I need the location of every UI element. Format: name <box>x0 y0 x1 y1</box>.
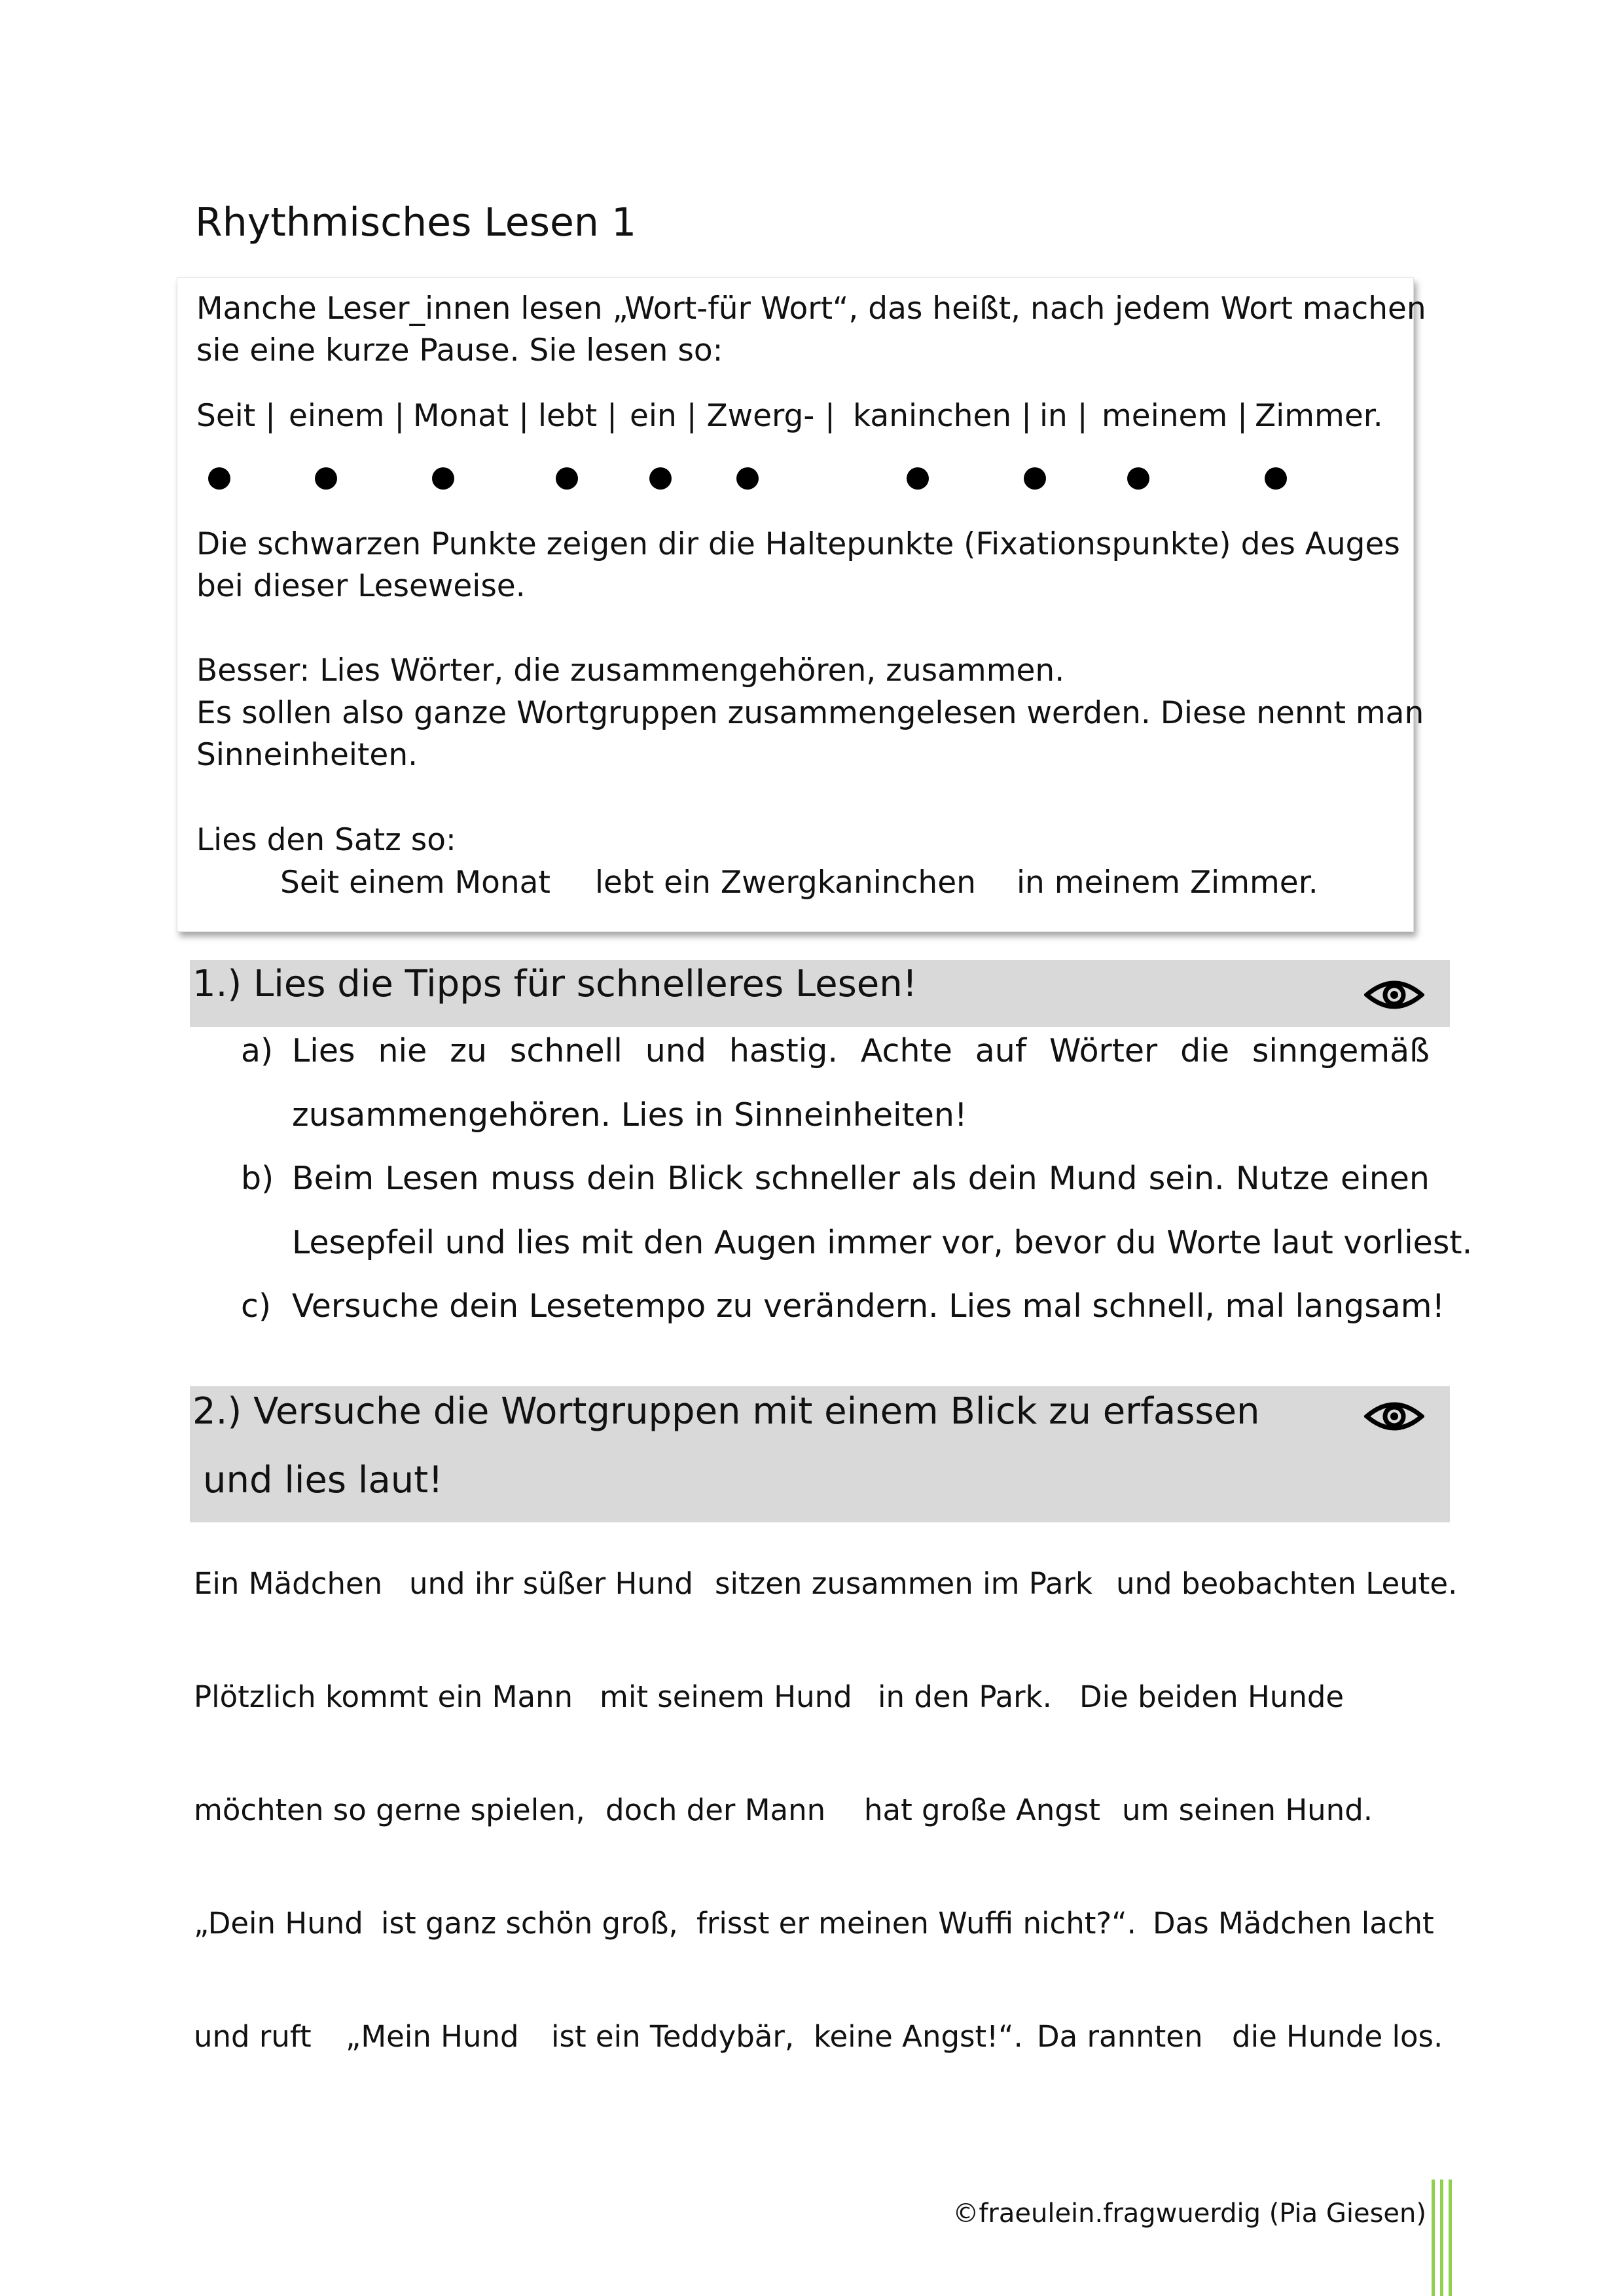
better-line-1: Besser: Lies Wörter, die zusammengehören, zusammen. <box>196 653 1065 689</box>
tip-b-line-2: Lesepfeil und lies mit den Augen immer vor, bevor du Worte laut vorliest. <box>292 1224 1473 1261</box>
phrase-3: in meinem Zimmer. <box>1017 865 1318 901</box>
reading-phrase: Da rannten <box>1037 2019 1203 2054</box>
intro-line-2: sie eine kurze Pause. Sie lesen so: <box>196 332 723 368</box>
accent-line <box>1440 2179 1443 2296</box>
lies-satz-label: Lies den Satz so: <box>196 822 456 858</box>
intro-line-1: Manche Leser_innen lesen „Wort-für Wort“, das heißt, nach jedem Wort machen <box>196 291 1426 327</box>
reading-phrase: „Dein Hund <box>194 1906 363 1941</box>
reading-phrase: und beobachten Leute. <box>1116 1566 1458 1601</box>
reading-phrase: und ruft <box>194 2019 312 2054</box>
dots-explanation-2: bei dieser Leseweise. <box>196 568 526 604</box>
reading-phrase: die Hunde los. <box>1232 2019 1443 2054</box>
word-ein-zwerg: ein | Zwerg- <box>630 398 815 434</box>
word-in: in | <box>1039 398 1088 434</box>
tip-b-letter: b) <box>241 1160 274 1197</box>
word-bar: | <box>825 398 835 434</box>
fixation-dot <box>649 467 672 490</box>
tip-b-line-1: Beim Lesen muss dein Blick schneller als dein Mund sein. Nutze einen <box>292 1160 1430 1197</box>
fixation-dot <box>208 467 230 490</box>
reading-phrase: in den Park. <box>878 1679 1052 1714</box>
reading-phrase: möchten so gerne spielen, <box>194 1793 585 1827</box>
accent-line <box>1449 2179 1452 2296</box>
task2-heading-line-2: und lies laut! <box>203 1459 443 1501</box>
word-einem: einem | <box>289 398 405 434</box>
reading-phrase: Die beiden Hunde <box>1079 1679 1344 1714</box>
reading-phrase: ist ganz schön groß, <box>381 1906 678 1941</box>
eye-icon <box>1364 1397 1424 1436</box>
fixation-dot <box>556 467 578 490</box>
word-monat: Monat | <box>413 398 530 434</box>
tip-a-line-1: Lies nie zu schnell und hastig. Achte auf Wörter die sinngemäß <box>292 1032 1430 1069</box>
task2-heading-line-1: 2.) Versuche die Wortgruppen mit einem Blick zu erfassen <box>192 1390 1260 1433</box>
reading-phrase: mit seinem Hund <box>600 1679 852 1714</box>
tip-a-letter: a) <box>241 1032 274 1069</box>
reading-phrase: Plötzlich kommt ein Mann <box>194 1679 573 1714</box>
reading-phrase: Das Mädchen lacht <box>1153 1906 1434 1941</box>
better-line-3: Sinneinheiten. <box>196 737 418 773</box>
reading-phrase: sitzen zusammen im Park <box>715 1566 1092 1601</box>
accent-line <box>1432 2179 1435 2296</box>
fixation-dot <box>315 467 337 490</box>
reading-phrase: keine Angst!“. <box>814 2019 1023 2054</box>
phrase-2: lebt ein Zwergkaninchen <box>595 865 976 901</box>
word-meinem: meinem | <box>1102 398 1248 434</box>
word-kaninchen: kaninchen | <box>853 398 1032 434</box>
word-seit: Seit | <box>196 398 276 434</box>
word-zimmer: Zimmer. <box>1255 398 1383 434</box>
fixation-dot <box>1024 467 1046 490</box>
reading-phrase: ist ein Teddybär, <box>551 2019 795 2054</box>
tip-c-letter: c) <box>241 1287 272 1325</box>
reading-phrase: frisst er meinen Wuffi nicht?“. <box>696 1906 1136 1941</box>
fixation-dot <box>907 467 929 490</box>
phrase-1: Seit einem Monat <box>280 865 550 901</box>
fixation-dot <box>1265 467 1287 490</box>
tip-c-line-1: Versuche dein Lesetempo zu verändern. Lies mal schnell, mal langsam! <box>292 1287 1445 1325</box>
eye-icon <box>1364 975 1424 1014</box>
page-title: Rhythmisches Lesen 1 <box>195 200 637 245</box>
reading-phrase: um seinen Hund. <box>1122 1793 1373 1827</box>
word-lebt: lebt | <box>538 398 618 434</box>
fixation-dot <box>736 467 759 490</box>
better-line-2: Es sollen also ganze Wortgruppen zusammengelesen werden. Diese nennt man <box>196 695 1424 731</box>
reading-phrase: hat große Angst <box>864 1793 1100 1827</box>
dots-explanation-1: Die schwarzen Punkte zeigen dir die Haltepunkte (Fixationspunkte) des Auges <box>196 526 1400 562</box>
fixation-dot <box>1127 467 1149 490</box>
reading-phrase: „Mein Hund <box>346 2019 519 2054</box>
reading-phrase: und ihr süßer Hund <box>409 1566 693 1601</box>
credit-text: ©fraeulein.fragwuerdig (Pia Giesen) <box>952 2198 1426 2229</box>
fixation-dot <box>432 467 454 490</box>
reading-phrase: doch der Mann <box>605 1793 826 1827</box>
task1-heading: 1.) Lies die Tipps für schnelleres Lesen! <box>192 963 918 1005</box>
reading-phrase: Ein Mädchen <box>194 1566 383 1601</box>
tip-a-line-2: zusammengehören. Lies in Sinneinheiten! <box>292 1096 967 1134</box>
